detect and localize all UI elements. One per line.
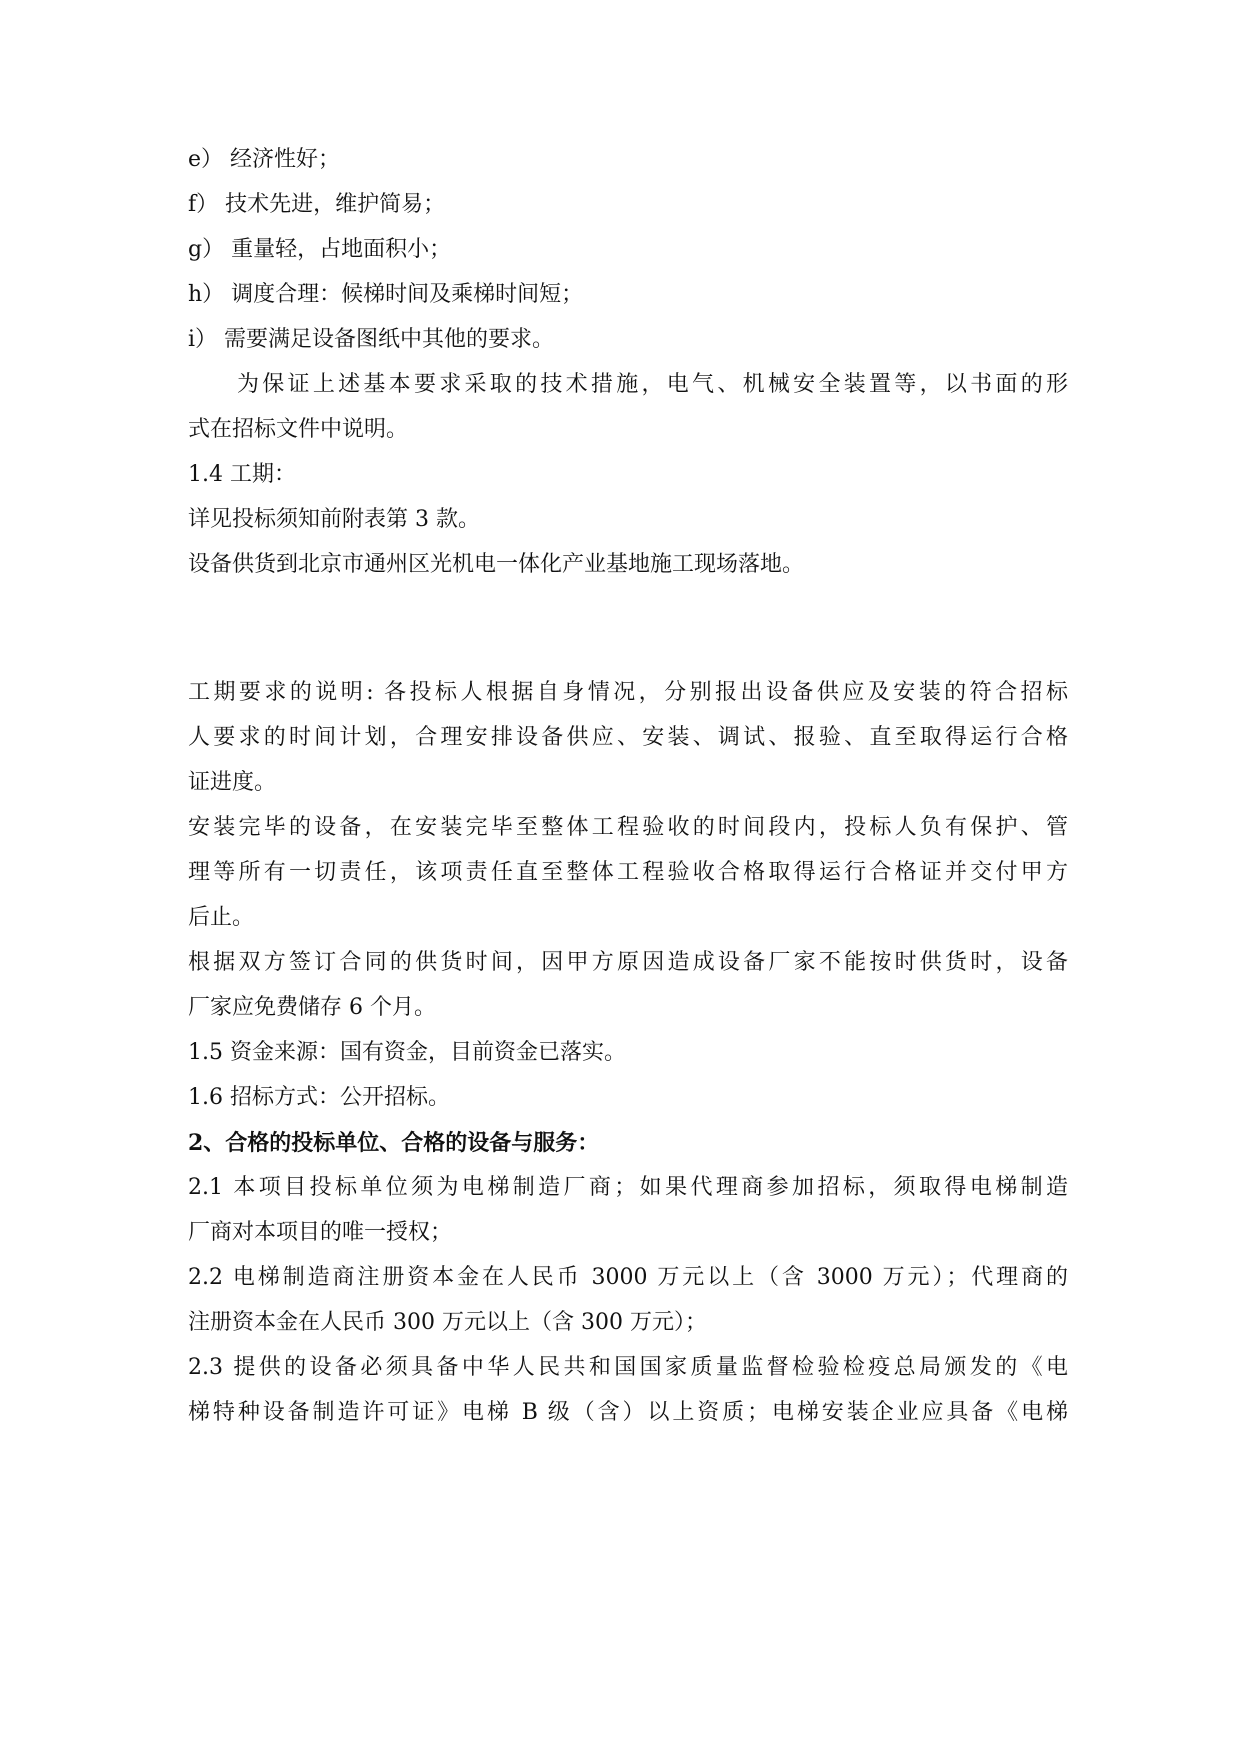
paragraph-line: 梯特种设备制造许可证》电梯 B 级（含）以上资质；电梯安装企业应具备《电梯 [188,1400,1068,1425]
section-heading-1-4: 1.4 工期： [188,462,296,487]
paragraph-line: 式在招标文件中说明。 [188,417,409,442]
paragraph-line: 设备供货到北京市通州区光机电一体化产业基地施工现场落地。 [188,552,805,577]
paragraph-line: 安装完毕的设备，在安装完毕至整体工程验收的时间段内，投标人负有保护、管 [188,815,1068,840]
list-item-g: g） 重量轻，占地面积小； [188,237,452,262]
section-heading-1-6: 1.6 招标方式：公开招标。 [188,1085,450,1110]
paragraph-line: 厂家应免费储存 6 个月。 [188,995,436,1020]
paragraph-line: 2.1 本项目投标单位须为电梯制造厂商；如果代理商参加招标，须取得电梯制造 [188,1175,1068,1200]
paragraph-line: 2.2 电梯制造商注册资本金在人民币 3000 万元以上（含 3000 万元）；代理商的 [188,1265,1068,1290]
paragraph-line: 后止。 [188,905,255,930]
paragraph-line: 工期要求的说明: 各投标人根据自身情况，分别报出设备供应及安装的符合招标 [188,680,1068,705]
section-heading-1-5: 1.5 资金来源：国有资金，目前资金已落实。 [188,1040,626,1065]
paragraph-line: 2.3 提供的设备必须具备中华人民共和国国家质量监督检验检疫总局颁发的《电 [188,1355,1068,1380]
section-heading-2: 2、合格的投标单位、合格的设备与服务： [188,1130,600,1156]
paragraph-line: 证进度。 [188,770,277,795]
paragraph-line: 理等所有一切责任，该项责任直至整体工程验收合格取得运行合格证并交付甲方 [188,860,1068,885]
paragraph-line: 厂商对本项目的唯一授权； [188,1220,453,1245]
paragraph-line: 人要求的时间计划，合理安排设备供应、安装、调试、报验、直至取得运行合格 [188,725,1068,750]
list-item-i: i） 需要满足设备图纸中其他的要求。 [188,327,555,352]
paragraph-line: 详见投标须知前附表第 3 款。 [188,507,480,532]
list-item-h: h） 调度合理：候梯时间及乘梯时间短； [188,282,584,307]
list-item-f: f） 技术先进，维护简易； [188,192,446,217]
paragraph-line: 根据双方签订合同的供货时间，因甲方原因造成设备厂家不能按时供货时，设备 [188,950,1068,975]
paragraph-line: 注册资本金在人民币 300 万元以上（含 300 万元）； [188,1310,707,1335]
paragraph-line: 为保证上述基本要求采取的技术措施，电气、机械安全装置等，以书面的形 [237,372,1068,397]
list-item-e: e） 经济性好； [188,147,341,172]
